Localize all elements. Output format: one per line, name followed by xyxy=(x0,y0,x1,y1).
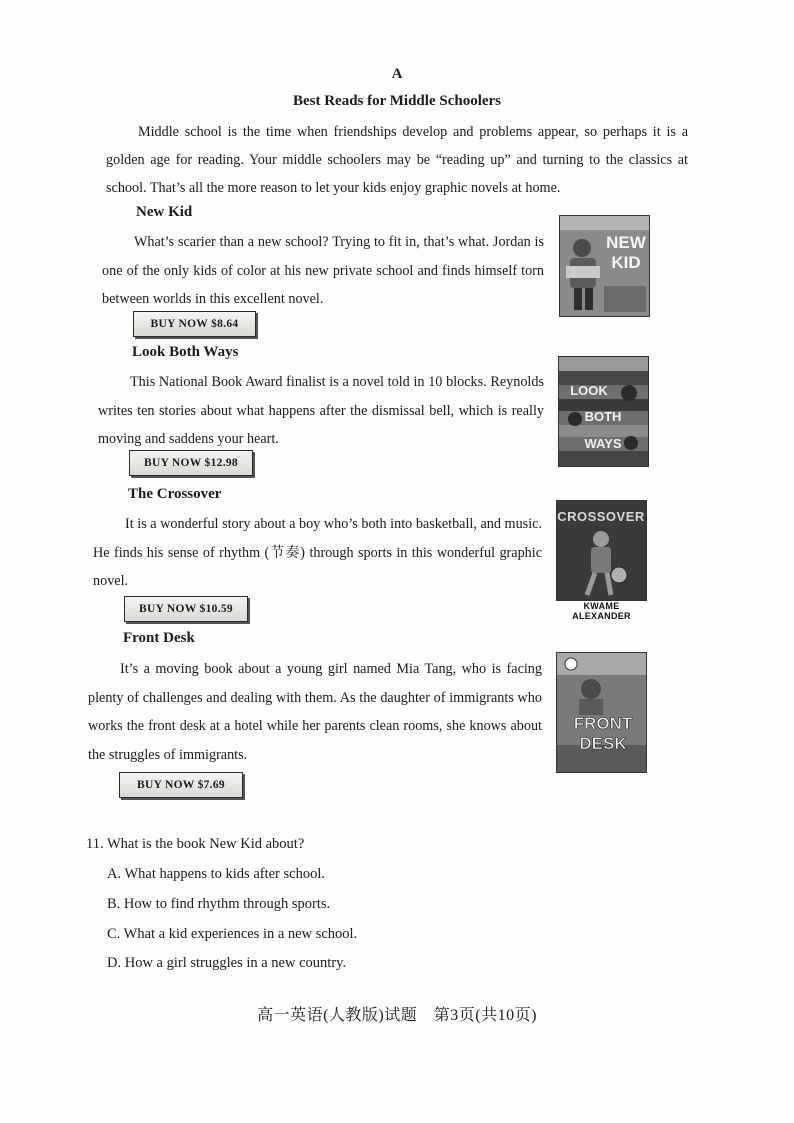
buy-now-button-the-crossover[interactable]: BUY NOW $10.59 xyxy=(124,596,248,622)
answer-option-a[interactable]: A. What happens to kids after school. xyxy=(107,866,325,882)
boy-leg-icon xyxy=(574,288,582,310)
basketball-icon xyxy=(611,567,627,583)
cover-title-line: DESK xyxy=(579,734,627,753)
book-description-new-kid: What’s scarier than a new school? Trying to fit in, that’s what. Jordan is one of the only kids of color at his new private school and finds himself torn between worlds in this excellent novel. xyxy=(102,234,544,307)
book-cover-art-the-crossover xyxy=(557,501,646,600)
boy-leg-icon xyxy=(585,288,593,310)
cover-block xyxy=(559,451,648,466)
boy-book-icon xyxy=(566,266,600,278)
cover-top-band xyxy=(560,216,649,230)
player-body-icon xyxy=(591,547,611,573)
section-letter: A xyxy=(391,66,403,82)
cover-title-line: LOOK xyxy=(570,383,608,398)
cover-title-line: BOTH xyxy=(584,409,622,424)
answer-option-c[interactable]: C. What a kid experiences in a new school. xyxy=(107,926,358,942)
clock-icon xyxy=(565,658,577,670)
cover-author-name: KWAME ALEXANDER xyxy=(572,601,631,621)
book-description-look-both-ways: This National Book Award finalist is a novel told in 10 blocks. Reynolds writes ten stories about what happens after the dismissal bell, which is really moving and saddens your heart. xyxy=(98,374,544,447)
question-stem: 11. What is the book New Kid about? xyxy=(86,836,305,852)
cover-title-line: CROSSOVER xyxy=(557,509,645,524)
page-footer: 高一英语(人教版)试题 第3页(共10页) xyxy=(257,1007,537,1024)
cover-title-line: NEW xyxy=(606,233,646,252)
cover-bottom-panel xyxy=(604,286,646,312)
kid-silhouette-icon xyxy=(621,385,637,401)
book-title-front-desk: Front Desk xyxy=(123,630,195,646)
boy-head-icon xyxy=(573,239,591,257)
book-cover-the-crossover xyxy=(556,500,647,601)
cover-title-line: KID xyxy=(611,253,641,272)
article-title: Best Reads for Middle Schoolers xyxy=(292,93,502,109)
book-cover-look-both-ways xyxy=(558,356,649,467)
player-head-icon xyxy=(593,531,609,547)
book-cover-new-kid xyxy=(559,215,650,317)
book-title-new-kid: New Kid xyxy=(136,204,193,220)
book-title-the-crossover: The Crossover xyxy=(128,486,222,502)
cover-title-line: FRONT xyxy=(573,714,633,733)
girl-body-icon xyxy=(579,699,603,715)
book-description-front-desk: It’s a moving book about a young girl named Mia Tang, who is facing plenty of challenges and dealing with them. As the daughter of immigrants who works the front desk at a hotel while her parents clean rooms, she knows about the struggles of immigrants. xyxy=(88,661,542,763)
kid-silhouette-icon xyxy=(624,436,638,450)
kid-silhouette-icon xyxy=(568,412,582,426)
book-description-the-crossover: It is a wonderful story about a boy who’s both into basketball, and music. He finds his sense of rhythm (节奏) through sports in this wonderful graphic novel. xyxy=(93,516,542,589)
answer-option-d[interactable]: D. How a girl struggles in a new country. xyxy=(107,955,347,971)
book-cover-front-desk xyxy=(556,652,647,773)
book-title-look-both-ways: Look Both Ways xyxy=(132,344,239,360)
book-cover-art-look-both-ways xyxy=(559,357,648,466)
answer-option-b[interactable]: B. How to find rhythm through sports. xyxy=(107,896,331,912)
buy-now-button-look-both-ways[interactable]: BUY NOW $12.98 xyxy=(129,450,253,476)
girl-head-icon xyxy=(581,679,601,699)
article-intro: Middle school is the time when friendships develop and problems appear, so perhaps it is a golden age for reading. Your middle schoolers may be “reading up” and turning to the classics at school. That’s all the more reason to let your kids enjoy graphic novels at home. xyxy=(106,124,688,196)
book-cover-art-new-kid xyxy=(560,216,649,316)
book-cover-art-front-desk xyxy=(557,653,646,772)
buy-now-button-front-desk[interactable]: BUY NOW $7.69 xyxy=(119,772,243,798)
cover-block xyxy=(559,357,648,371)
buy-now-button-new-kid[interactable]: BUY NOW $8.64 xyxy=(133,311,256,337)
cover-title-line: WAYS xyxy=(584,436,622,451)
